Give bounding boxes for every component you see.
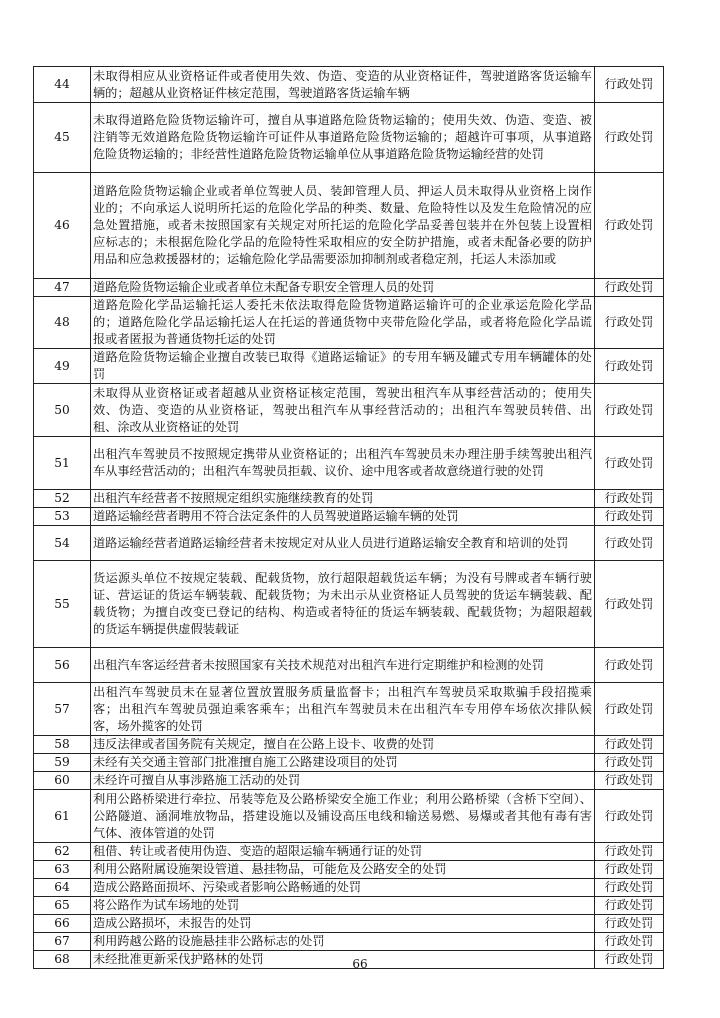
row-category: 行政处罚 — [595, 67, 664, 103]
table-row — [34, 683, 664, 736]
row-number: 67 — [34, 933, 91, 951]
row-description: 租借、转让或者使用伪造、变造的超限运输车辆通行证的处罚 — [91, 843, 595, 861]
row-number: 47 — [34, 279, 91, 297]
row-number: 45 — [34, 103, 91, 173]
row-category: 行政处罚 — [595, 915, 664, 933]
row-category: 行政处罚 — [595, 790, 664, 843]
row-description: 道路危险货物运输企业擅自改装已取得《道路运输证》的专用车辆及罐式专用车辆罐体的处罚 — [91, 349, 595, 384]
row-number: 66 — [34, 915, 91, 933]
table-body — [34, 67, 664, 969]
row-description: 道路运输经营者聘用不符合法定条件的人员驾驶道路运输车辆的处罚 — [91, 508, 595, 526]
row-number: 59 — [34, 754, 91, 772]
row-description: 违反法律或者国务院有关规定，擅自在公路上设卡、收费的处罚 — [91, 736, 595, 754]
row-description: 道路运输经营者道路运输经营者未按规定对从业人员进行道路运输安全教育和培训的处罚 — [91, 526, 595, 561]
row-category: 行政处罚 — [595, 508, 664, 526]
table-row — [34, 648, 664, 683]
row-category: 行政处罚 — [595, 103, 664, 173]
row-number: 68 — [34, 951, 91, 969]
table-row — [34, 933, 664, 951]
row-category: 行政处罚 — [595, 349, 664, 384]
row-number: 61 — [34, 790, 91, 843]
row-category: 行政处罚 — [595, 384, 664, 437]
row-category: 行政处罚 — [595, 951, 664, 969]
row-description: 未经有关交通主管部门批准擅自施工公路建设项目的处罚 — [91, 754, 595, 772]
table-row — [34, 736, 664, 754]
table-row — [34, 384, 664, 437]
row-number: 48 — [34, 297, 91, 349]
row-description: 道路危险货物运输企业或者单位未配备专职安全管理人员的处罚 — [91, 279, 595, 297]
table-row — [34, 861, 664, 879]
table-row — [34, 843, 664, 861]
row-number: 58 — [34, 736, 91, 754]
table-row — [34, 790, 664, 843]
row-category: 行政处罚 — [595, 736, 664, 754]
row-number: 56 — [34, 648, 91, 683]
table-row — [34, 754, 664, 772]
row-description: 未取得从业资格证或者超越从业资格证核定范围，驾驶出租汽车从事经营活动的；使用失效、伪造、变造的从业资格证，驾驶出租汽车从事经营活动的；出租汽车驾驶员转借、出租、涂改从业资格证的处罚 — [91, 384, 595, 437]
row-category: 行政处罚 — [595, 297, 664, 349]
row-category: 行政处罚 — [595, 754, 664, 772]
table-row — [34, 897, 664, 915]
row-description: 未经许可擅自从事涉路施工活动的处罚 — [91, 772, 595, 790]
table-row — [34, 526, 664, 561]
row-description: 利用跨越公路的设施悬挂非公路标志的处罚 — [91, 933, 595, 951]
row-number: 63 — [34, 861, 91, 879]
row-number: 50 — [34, 384, 91, 437]
row-description: 出租汽车经营者不按照规定组织实施继续教育的处罚 — [91, 490, 595, 508]
row-number: 52 — [34, 490, 91, 508]
row-number: 53 — [34, 508, 91, 526]
row-category: 行政处罚 — [595, 437, 664, 490]
row-number: 64 — [34, 879, 91, 897]
table-row — [34, 349, 664, 384]
row-category: 行政处罚 — [595, 561, 664, 648]
row-number: 60 — [34, 772, 91, 790]
table-row — [34, 437, 664, 490]
row-category: 行政处罚 — [595, 526, 664, 561]
row-number: 54 — [34, 526, 91, 561]
row-description: 未取得道路危险货物运输许可，擅自从事道路危险货物运输的；使用失效、伪造、变造、被注销等无效道路危险货物运输许可证件从事道路危险货物运输的；超越许可事项，从事道路危险货物运输的；非经营性道路危险货物运输单位从事道路危险货物运输经营的处罚 — [91, 103, 595, 173]
row-description: 道路危险货物运输企业或者单位驾驶人员、装卸管理人员、押运人员未取得从业资格上岗作业的；不向承运人说明所托运的危险化学品的种类、数量、危险特性以及发生危险情况的应急处置措施，或者未按照国家有关规定对所托运的危险化学品妥善包装并在外包装上设置相应标志的；未根据危险化学品的危险特性采取相应的安全防护措施，或者未配备必要的防护用品和应急救援器材的；运输危险化学品需要添加抑制剂或者稳定剂，托运人未添加或 — [91, 173, 595, 279]
table-row — [34, 67, 664, 103]
table-row — [34, 508, 664, 526]
row-category: 行政处罚 — [595, 933, 664, 951]
row-category: 行政处罚 — [595, 772, 664, 790]
row-category: 行政处罚 — [595, 648, 664, 683]
row-category: 行政处罚 — [595, 861, 664, 879]
table-row — [34, 915, 664, 933]
row-category: 行政处罚 — [595, 683, 664, 736]
table-row — [34, 279, 664, 297]
row-number: 65 — [34, 897, 91, 915]
table-row — [34, 879, 664, 897]
row-description: 出租汽车驾驶员不按照规定携带从业资格证的；出租汽车驾驶员未办理注册手续驾驶出租汽车从事经营活动的；出租汽车驾驶员拒载、议价、途中甩客或者故意绕道行驶的处罚 — [91, 437, 595, 490]
row-description: 利用公路桥梁进行牵拉、吊装等危及公路桥梁安全施工作业；利用公路桥梁（含桥下空间）、公路隧道、涵洞堆放物品，搭建设施以及铺设高压电线和输送易燃、易爆或者其他有毒有害气体、液体管道的处罚 — [91, 790, 595, 843]
row-description: 未取得相应从业资格证件或者使用失效、伪造、变造的从业资格证件，驾驶道路客货运输车辆的；超越从业资格证件核定范围，驾驶道路客货运输车辆 — [91, 67, 595, 103]
row-number: 51 — [34, 437, 91, 490]
row-description: 未经批准更新采伐护路林的处罚 — [91, 951, 595, 969]
row-category: 行政处罚 — [595, 173, 664, 279]
row-description: 造成公路损坏，未报告的处罚 — [91, 915, 595, 933]
row-category: 行政处罚 — [595, 843, 664, 861]
row-number: 62 — [34, 843, 91, 861]
row-description: 利用公路附属设施架设管道、悬挂物品，可能危及公路安全的处罚 — [91, 861, 595, 879]
row-number: 55 — [34, 561, 91, 648]
row-description: 出租汽车客运经营者未按照国家有关技术规范对出租汽车进行定期维护和检测的处罚 — [91, 648, 595, 683]
table-row — [34, 103, 664, 173]
row-category: 行政处罚 — [595, 279, 664, 297]
page-number: 66 — [352, 957, 368, 971]
row-description: 出租汽车驾驶员未在显著位置放置服务质量监督卡；出租汽车驾驶员采取欺骗手段招揽乘客；出租汽车驾驶员强迫乘客乘车；出租汽车驾驶员未在出租汽车专用停车场依次排队候客，场外揽客的处罚 — [91, 683, 595, 736]
table-row — [34, 772, 664, 790]
table-row — [34, 490, 664, 508]
row-description: 造成公路路面损坏、污染或者影响公路畅通的处罚 — [91, 879, 595, 897]
row-number: 46 — [34, 173, 91, 279]
row-category: 行政处罚 — [595, 897, 664, 915]
penalty-table — [33, 66, 664, 969]
row-description: 货运源头单位不按规定装载、配载货物，放行超限超载货运车辆；为没有号牌或者车辆行驶证、营运证的货运车辆装载、配载货物；为未出示从业资格证人员驾驶的货运车辆装载、配载货物；为擅自改变已登记的结构、构造或者特征的货运车辆装载、配载货物；为超限超载的货运车辆提供虚假装载证 — [91, 561, 595, 648]
table-row — [34, 173, 664, 279]
row-number: 44 — [34, 67, 91, 103]
row-number: 49 — [34, 349, 91, 384]
table-row — [34, 297, 664, 349]
table-row — [34, 561, 664, 648]
row-category: 行政处罚 — [595, 490, 664, 508]
row-description: 将公路作为试车场地的处罚 — [91, 897, 595, 915]
row-category: 行政处罚 — [595, 879, 664, 897]
row-number: 57 — [34, 683, 91, 736]
row-description: 道路危险化学品运输托运人委托未依法取得危险货物道路运输许可的企业承运危险化学品的；道路危险化学品运输托运人在托运的普通货物中夹带危险化学品，或者将危险化学品谎报或者匿报为普通货物托运的处罚 — [91, 297, 595, 349]
